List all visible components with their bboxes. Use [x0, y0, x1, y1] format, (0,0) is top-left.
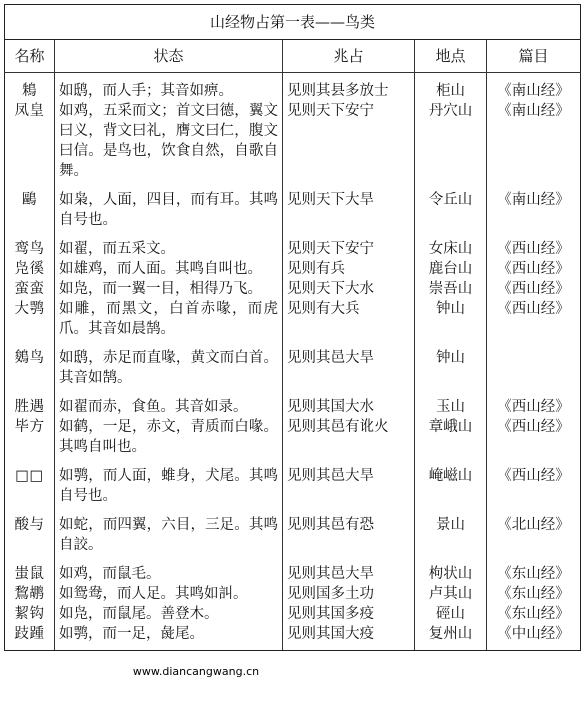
cell-omen: 见则其邑有讹火	[283, 417, 415, 457]
cell-book: 《中山经》	[487, 624, 581, 651]
bird-omen-table	[4, 4, 581, 651]
cell-state: 如鹤，一足，赤文，青质而白喙。其鸣自叫也。	[55, 417, 283, 457]
table-row	[5, 457, 581, 506]
cell-state: 如凫，而一翼一目，相得乃飞。	[55, 279, 283, 299]
cell-omen: 见则有兵	[283, 259, 415, 279]
cell-place: 女床山	[415, 230, 487, 259]
cell-name: 鴸	[5, 73, 55, 102]
header-name: 名称	[5, 40, 55, 73]
cell-name: 凤皇	[5, 101, 55, 181]
cell-state: 如鸱，赤足而直喙，黄文而白首。其音如鹄。	[55, 339, 283, 388]
table-caption: 山经物占第一表——鸟类	[5, 5, 581, 40]
table-row	[5, 73, 581, 102]
cell-omen: 见则其邑有恐	[283, 506, 415, 555]
cell-state: 如翟，而五采文。	[55, 230, 283, 259]
cell-state: 如鹗，而人面，蜼身，犬尾。其鸣自号也。	[55, 457, 283, 506]
cell-place: 崇吾山	[415, 279, 487, 299]
header-place: 地点	[415, 40, 487, 73]
cell-book: 《东山经》	[487, 604, 581, 624]
cell-state: 如鸳鸯，而人足。其鸣如訆。	[55, 584, 283, 604]
header-omen: 兆占	[283, 40, 415, 73]
header-row	[5, 40, 581, 73]
cell-omen: 见则其国多疫	[283, 604, 415, 624]
table-row	[5, 584, 581, 604]
cell-book: 《西山经》	[487, 279, 581, 299]
cell-book: 《西山经》	[487, 457, 581, 506]
table-row	[5, 279, 581, 299]
cell-state: 如鹗，而一足，彘尾。	[55, 624, 283, 651]
cell-name: 鷗	[5, 181, 55, 230]
cell-name: 鵹鹕	[5, 584, 55, 604]
table-row	[5, 181, 581, 230]
cell-omen: 见则其县多放士	[283, 73, 415, 102]
cell-state: 如鸡，五采而文；首文曰德，翼文曰义，背文曰礼，膺文曰仁，腹文曰信。是鸟也，饮食自然，自歌自舞。	[55, 101, 283, 181]
cell-book	[487, 339, 581, 388]
cell-place: 卢其山	[415, 584, 487, 604]
cell-place: 枸状山	[415, 555, 487, 584]
cell-book: 《西山经》	[487, 417, 581, 457]
cell-book: 《西山经》	[487, 388, 581, 417]
cell-name: 絜钩	[5, 604, 55, 624]
cell-name: □□	[5, 457, 55, 506]
cell-omen: 见则有大兵	[283, 299, 415, 339]
cell-place: 复州山	[415, 624, 487, 651]
cell-place: 钟山	[415, 339, 487, 388]
cell-omen: 见则其邑大旱	[283, 457, 415, 506]
table-row	[5, 388, 581, 417]
cell-omen: 见则其国大疫	[283, 624, 415, 651]
cell-place: 柜山	[415, 73, 487, 102]
cell-book: 《南山经》	[487, 73, 581, 102]
cell-omen: 见则其国大水	[283, 388, 415, 417]
cell-book: 《西山经》	[487, 230, 581, 259]
cell-book: 《南山经》	[487, 181, 581, 230]
cell-book: 《西山经》	[487, 299, 581, 339]
cell-book: 《南山经》	[487, 101, 581, 181]
cell-place: 崦嵫山	[415, 457, 487, 506]
cell-omen: 见则天下大旱	[283, 181, 415, 230]
cell-name: 酸与	[5, 506, 55, 555]
cell-state: 如鸡，而鼠毛。	[55, 555, 283, 584]
cell-name: 鸾鸟	[5, 230, 55, 259]
cell-omen: 见则天下安宁	[283, 101, 415, 181]
table-row	[5, 624, 581, 651]
table-row	[5, 230, 581, 259]
cell-name: 蚩鼠	[5, 555, 55, 584]
table-row	[5, 101, 581, 181]
cell-place: 景山	[415, 506, 487, 555]
cell-place: 玉山	[415, 388, 487, 417]
cell-name: 蛮蛮	[5, 279, 55, 299]
cell-name: 凫徯	[5, 259, 55, 279]
cell-place: 硜山	[415, 604, 487, 624]
table-row	[5, 299, 581, 339]
cell-state: 如凫，而鼠尾。善登木。	[55, 604, 283, 624]
header-state: 状态	[55, 40, 283, 73]
cell-state: 如翟而赤，食鱼。其音如录。	[55, 388, 283, 417]
cell-place: 丹穴山	[415, 101, 487, 181]
cell-name: 胜遇	[5, 388, 55, 417]
cell-omen: 见则天下安宁	[283, 230, 415, 259]
cell-name: 鵕鸟	[5, 339, 55, 388]
table-row	[5, 259, 581, 279]
table-row	[5, 339, 581, 388]
watermark: www.diancangwang.cn	[127, 664, 265, 680]
cell-omen: 见则国多土功	[283, 584, 415, 604]
cell-place: 令丘山	[415, 181, 487, 230]
cell-state: 如雄鸡，而人面。其鸣自叫也。	[55, 259, 283, 279]
cell-state: 如枭，人面，四目，而有耳。其鸣自号也。	[55, 181, 283, 230]
cell-state: 如雕，而黑文，白首赤喙，而虎爪。其音如晨鹄。	[55, 299, 283, 339]
cell-state: 如鸱，而人手；其音如痹。	[55, 73, 283, 102]
table-row	[5, 506, 581, 555]
cell-book: 《西山经》	[487, 259, 581, 279]
cell-place: 章峨山	[415, 417, 487, 457]
cell-place: 钟山	[415, 299, 487, 339]
table-row	[5, 555, 581, 584]
cell-book: 《北山经》	[487, 506, 581, 555]
cell-place: 鹿台山	[415, 259, 487, 279]
cell-name: 跂踵	[5, 624, 55, 651]
cell-state: 如蛇，而四翼，六目，三足。其鸣自詨。	[55, 506, 283, 555]
cell-omen: 见则天下大水	[283, 279, 415, 299]
cell-omen: 见则其邑大旱	[283, 555, 415, 584]
cell-book: 《东山经》	[487, 584, 581, 604]
cell-book: 《东山经》	[487, 555, 581, 584]
cell-name: 毕方	[5, 417, 55, 457]
table-row	[5, 417, 581, 457]
cell-omen: 见则其邑大旱	[283, 339, 415, 388]
cell-name: 大鹗	[5, 299, 55, 339]
table-row	[5, 604, 581, 624]
header-book: 篇目	[487, 40, 581, 73]
